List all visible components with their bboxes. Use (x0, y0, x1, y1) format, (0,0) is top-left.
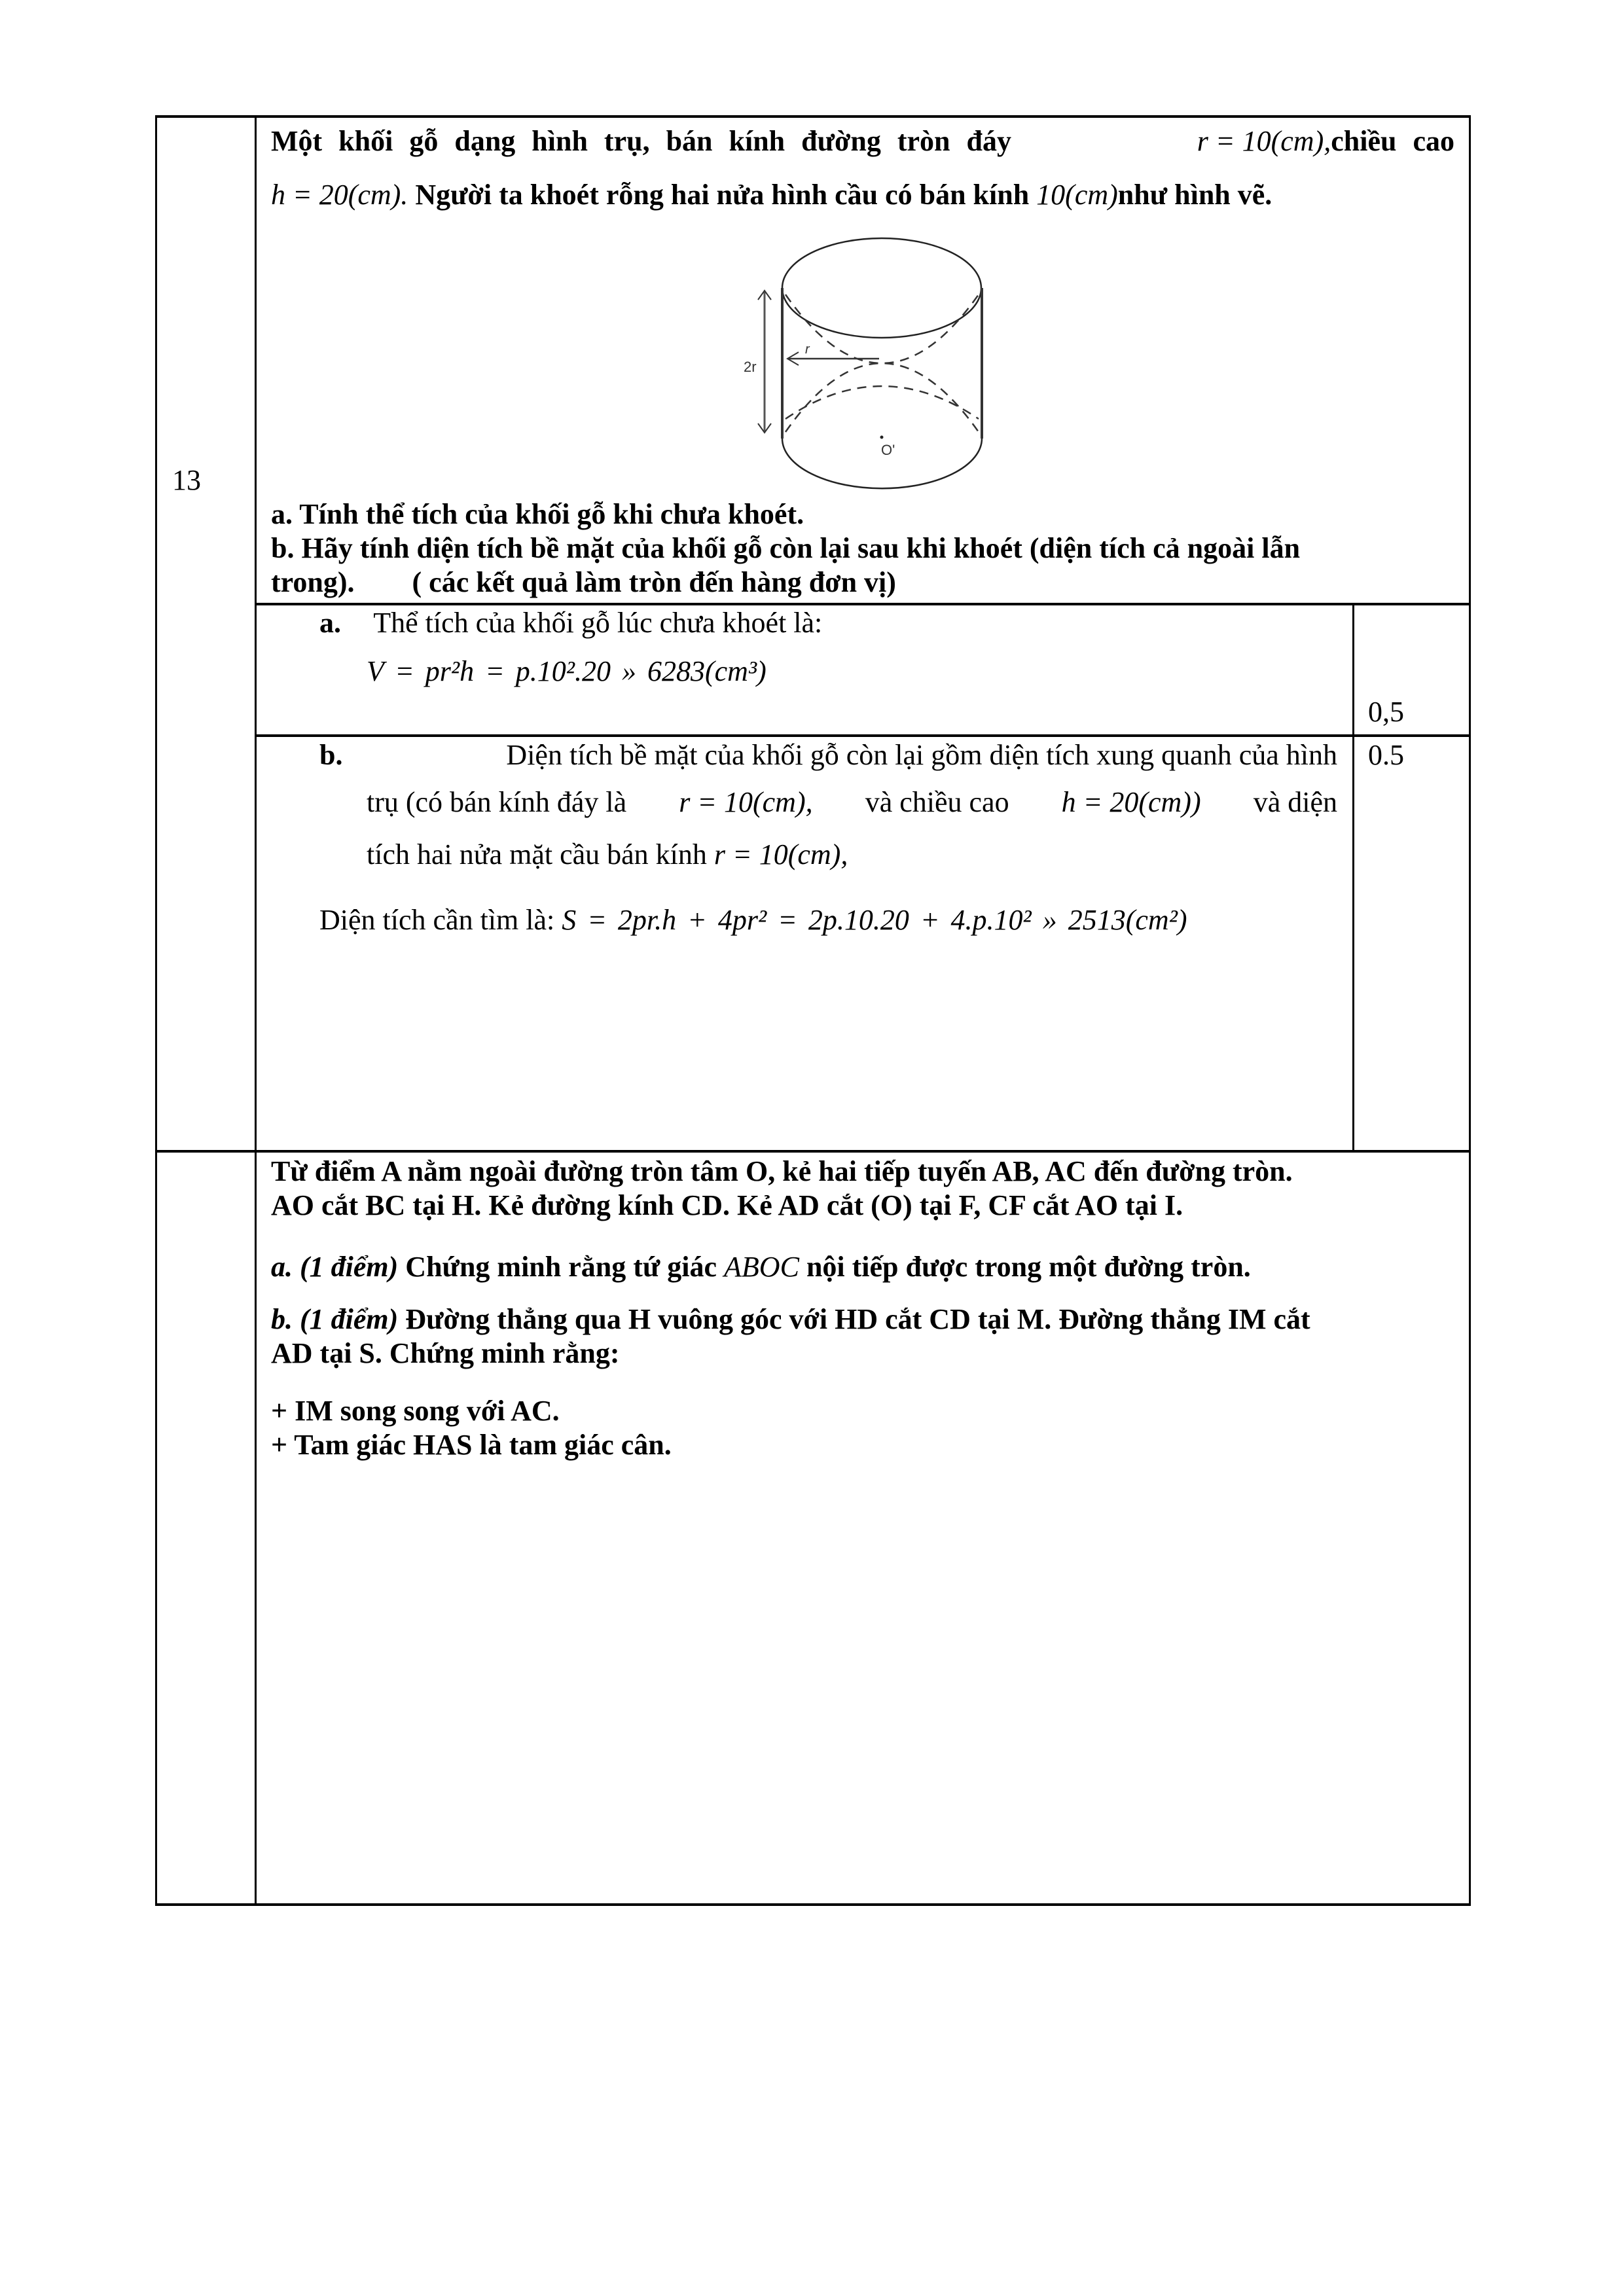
row-divider-question2 (155, 1150, 1471, 1153)
answer-b-line3-a: tích hai nửa mặt cầu bán kính (367, 838, 707, 870)
height-label: 2r (744, 359, 757, 375)
row-divider-answer-a-b (255, 734, 1471, 737)
hemisphere-radius: 10(cm) (1036, 179, 1118, 211)
question-number: 13 (172, 464, 201, 496)
answer-a-line-1 (319, 606, 822, 640)
answer-a-formula: V = pr²h = p.10².20 » 6283(cm³) (367, 655, 767, 687)
top-ellipse (782, 238, 981, 338)
question-part-b-line-2: trong). ( các kết quả làm tròn đến hàng đơn vị) (271, 566, 896, 598)
question2-part-b-text: Đường thẳng qua H vuông góc với HD cắt CD tại M. Đường thẳng IM cắt (405, 1303, 1310, 1335)
question-line-2 (271, 178, 1272, 212)
question-part-b-line-1: b. Hãy tính diện tích bề mặt của khối gỗ còn lại sau khi khoét (diện tích cả ngoài lẫn (271, 532, 1301, 564)
answer-a-text: Thể tích của khối gỗ lúc chưa khoét là: (373, 607, 823, 639)
question-line-1 (271, 124, 1454, 158)
answer-b-line1-text: Diện tích bề mặt của khối gỗ còn lại gồm diện tích xung quanh của hình (506, 739, 1337, 771)
lower-hemisphere (785, 363, 979, 432)
question-line1-math (1197, 124, 1454, 158)
question2-part-b-prefix: b. (1 điểm) (271, 1303, 399, 1335)
question2-part-a-prefix: a. (1 điểm) (271, 1251, 399, 1283)
answer-a-label: a. (319, 607, 341, 639)
answer-b-line2-b: và chiều cao (865, 786, 1009, 818)
answer-a-score: 0,5 (1368, 696, 1404, 728)
answer-b-line-1 (319, 738, 1337, 772)
question2-line-1: Từ điểm A nằm ngoài đường tròn tâm O, kẻ hai tiếp tuyến AB, AC đến đường tròn. (271, 1155, 1293, 1187)
question2-line-2: AO cắt BC tại H. Kẻ đường kính CD. Kẻ AD cắt (O) tại F, CF cắt AO tại I. (271, 1189, 1183, 1221)
cylinder-diagram (720, 223, 1047, 497)
score-column-border (1352, 603, 1354, 1151)
question-line2-tail: như hình vẽ. (1117, 179, 1272, 211)
table-left-border (155, 115, 157, 1906)
question-line2-text: Người ta khoét rỗng hai nửa hình cầu có bán kính (415, 179, 1030, 211)
table-bottom-border (155, 1903, 1471, 1906)
question2-part-a (271, 1250, 1251, 1284)
lower-ellipse-back (785, 386, 979, 419)
upper-hemisphere (785, 295, 979, 363)
center-label: O' (881, 442, 895, 458)
answer-b-area-formula: S = 2pr.h + 4pr² = 2p.10.20 + 4.p.10² » 2513(cm²) (562, 904, 1187, 936)
question2-part-b-line-2: AD tại S. Chứng minh rằng: (271, 1337, 620, 1369)
question2-part-a-tail: nội tiếp được trong một đường tròn. (806, 1251, 1251, 1283)
answer-b-line-3 (367, 838, 848, 872)
center-point (880, 436, 884, 439)
answer-b-line4-a: Diện tích cần tìm là: (319, 904, 555, 936)
answer-b-line-2 (367, 785, 1337, 819)
question2-part-a-text: Chứng minh rằng tứ giác (405, 1251, 717, 1283)
answer-b-line2-c: và diện (1253, 786, 1337, 818)
answer-b-score: 0.5 (1368, 739, 1404, 771)
answer-b-height: h = 20(cm)) (1061, 786, 1201, 818)
answer-b-line-4 (319, 903, 1187, 937)
cylinder-figure (720, 223, 1047, 497)
row-divider-question-answer (255, 603, 1471, 605)
answer-b-radius: r = 10(cm), (679, 786, 813, 818)
answer-b-label: b. (319, 739, 343, 771)
question-line1-tail: chiều cao (1331, 125, 1454, 157)
radius-label: r (805, 342, 810, 357)
quadrilateral-name: ABOC (724, 1251, 799, 1283)
height-value: h = 20(cm). (271, 179, 408, 211)
radius-value: r = 10(cm), (1197, 125, 1331, 157)
table-right-border (1469, 115, 1471, 1906)
question2-bullet-1: + IM song song với AC. (271, 1395, 560, 1427)
table-top-border (155, 115, 1471, 118)
answer-b-line2-a: trụ (có bán kính đáy là (367, 786, 627, 818)
question-line1-text: Một khối gỗ dạng hình trụ, bán kính đường tròn đáy (271, 125, 1011, 157)
number-column-border (255, 115, 257, 1906)
question2-part-b (271, 1302, 1310, 1336)
question-part-a: a. Tính thể tích của khối gỗ khi chưa khoét. (271, 498, 804, 530)
answer-b-hemisphere-radius: r = 10(cm), (713, 838, 848, 870)
question2-bullet-2: + Tam giác HAS là tam giác cân. (271, 1429, 672, 1461)
